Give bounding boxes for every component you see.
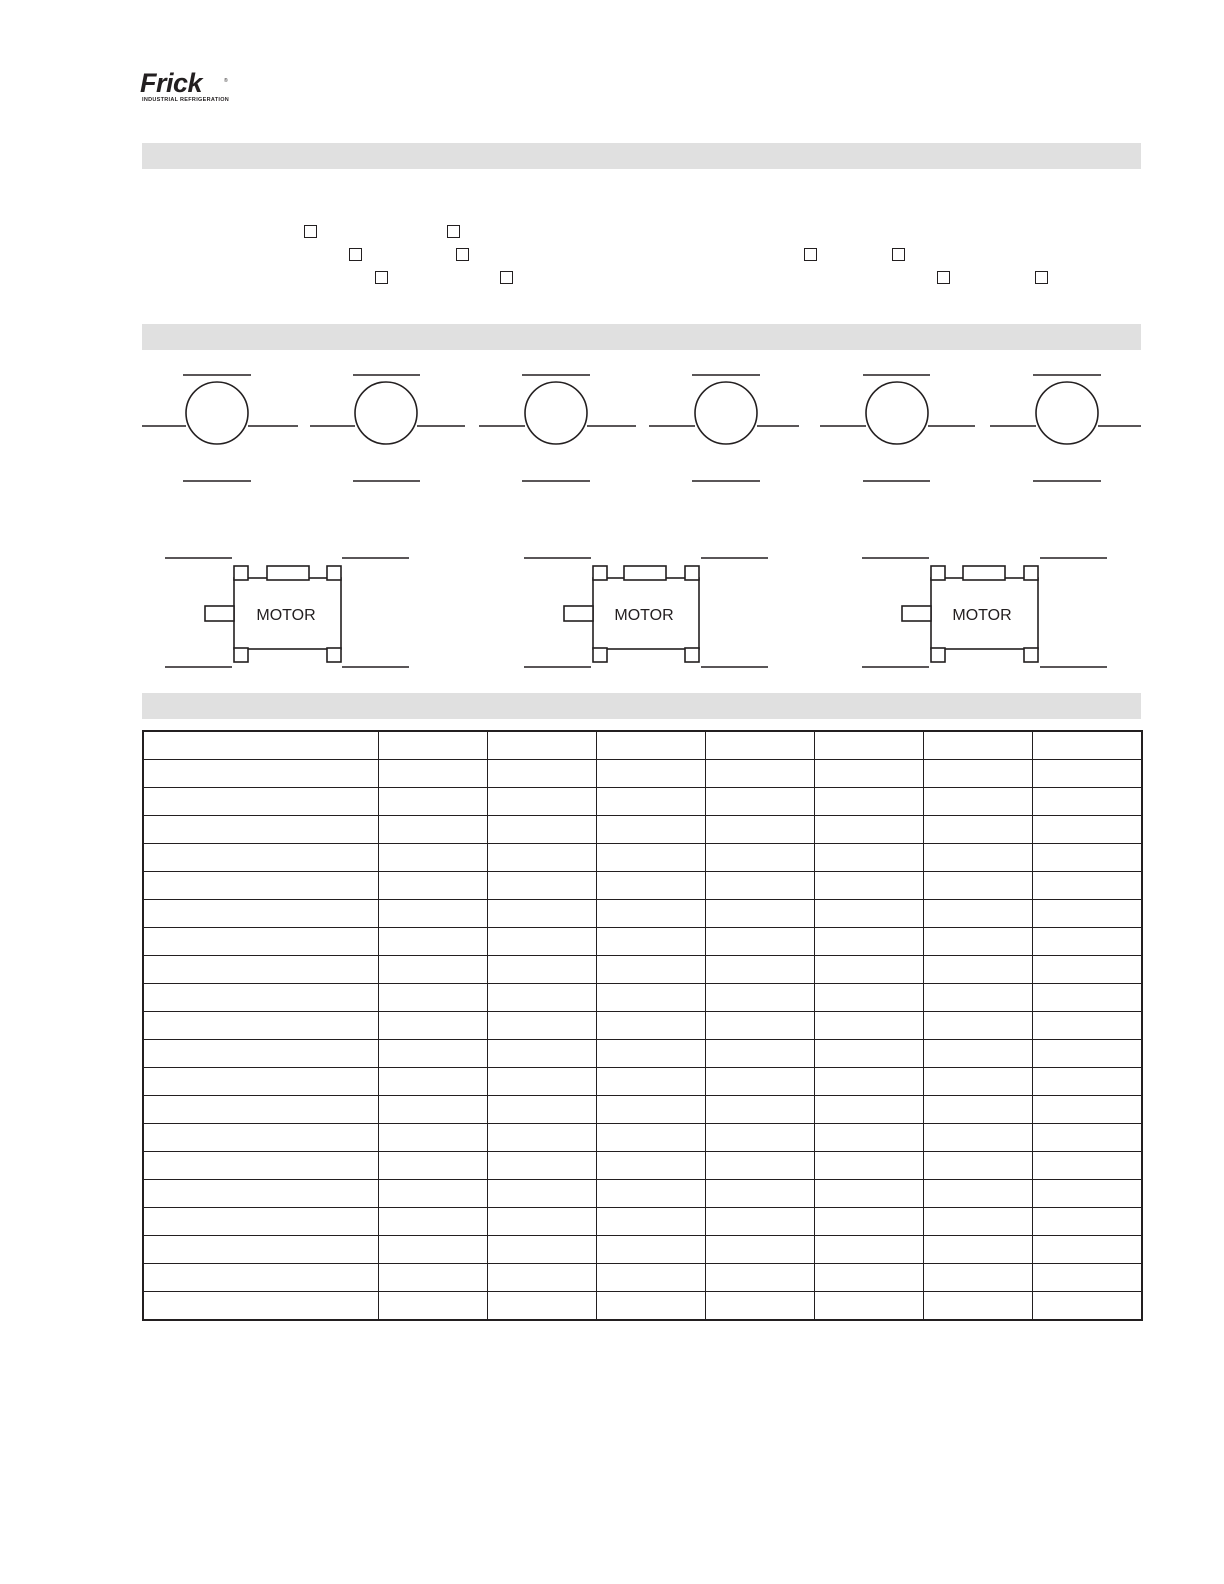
table-cell[interactable] [487,1264,596,1292]
logo-wordmark: Frick [140,68,203,98]
table-cell[interactable] [705,1180,814,1208]
table-row [143,1292,1142,1321]
table-cell[interactable] [923,844,1032,872]
table-cell[interactable] [143,788,378,816]
table-cell[interactable] [378,731,487,760]
table-cell[interactable] [378,788,487,816]
table-cell[interactable] [1032,1068,1142,1096]
motor-label-2: MOTOR [614,607,674,624]
table-cell[interactable] [487,760,596,788]
table-cell[interactable] [1032,872,1142,900]
motor-label-1: MOTOR [256,607,316,624]
table-cell[interactable] [378,1208,487,1236]
table-cell[interactable] [1032,1264,1142,1292]
table-cell[interactable] [378,984,487,1012]
table-cell[interactable] [814,1096,923,1124]
table-row [143,1040,1142,1068]
table-cell[interactable] [814,872,923,900]
table-cell[interactable] [1032,1236,1142,1264]
table-row [143,1068,1142,1096]
table-cell[interactable] [143,1292,378,1321]
table-cell[interactable] [814,816,923,844]
table-row [143,872,1142,900]
table-cell[interactable] [487,956,596,984]
table-row [143,1208,1142,1236]
table-cell[interactable] [1032,956,1142,984]
shaft-diagram-4 [649,375,799,481]
table-cell[interactable] [378,844,487,872]
table-cell[interactable] [1032,731,1142,760]
table-row [143,1012,1142,1040]
shaft-diagram-5 [820,375,975,481]
table-cell[interactable] [1032,844,1142,872]
table-cell[interactable] [143,1040,378,1068]
table-cell[interactable] [923,1236,1032,1264]
table-cell[interactable] [705,816,814,844]
shaft-diagram-6 [990,375,1141,481]
table-cell[interactable] [596,731,705,760]
table-cell[interactable] [705,1068,814,1096]
table-cell[interactable] [1032,1292,1142,1321]
table-cell[interactable] [487,1068,596,1096]
table-cell[interactable] [378,900,487,928]
table-cell[interactable] [923,1180,1032,1208]
table-cell[interactable] [1032,984,1142,1012]
data-table [142,730,1143,1321]
table-cell[interactable] [487,984,596,1012]
table-cell[interactable] [923,1040,1032,1068]
table-row [143,928,1142,956]
table-cell[interactable] [378,1096,487,1124]
table-cell[interactable] [378,1124,487,1152]
table-cell[interactable] [143,844,378,872]
table-cell[interactable] [814,1012,923,1040]
table-cell[interactable] [378,816,487,844]
table-cell[interactable] [923,928,1032,956]
table-cell[interactable] [814,844,923,872]
table-row [143,1180,1142,1208]
table-cell[interactable] [705,928,814,956]
table-row [143,900,1142,928]
table-cell[interactable] [923,1012,1032,1040]
table-cell[interactable] [487,1152,596,1180]
table-cell[interactable] [143,1180,378,1208]
table-cell[interactable] [487,844,596,872]
table-cell[interactable] [814,1208,923,1236]
table-cell[interactable] [705,956,814,984]
table-cell[interactable] [923,788,1032,816]
table-cell[interactable] [1032,1152,1142,1180]
table-cell[interactable] [814,1236,923,1264]
table-row [143,788,1142,816]
table-cell[interactable] [596,788,705,816]
table-cell[interactable] [705,1040,814,1068]
table-cell[interactable] [705,900,814,928]
table-cell[interactable] [923,1292,1032,1321]
table-cell[interactable] [596,928,705,956]
table-cell[interactable] [705,872,814,900]
table-row [143,816,1142,844]
table-cell[interactable] [487,816,596,844]
table-cell[interactable] [143,816,378,844]
measurement-diagram [0,0,1224,700]
table-cell[interactable] [596,1208,705,1236]
table-cell[interactable] [143,1096,378,1124]
table-cell[interactable] [143,1012,378,1040]
table-cell[interactable] [705,984,814,1012]
table-cell[interactable] [143,1264,378,1292]
table-cell[interactable] [596,816,705,844]
table-cell[interactable] [378,1012,487,1040]
table-row [143,956,1142,984]
table-cell[interactable] [814,731,923,760]
shaft-diagram-2 [310,375,465,481]
table-cell[interactable] [923,900,1032,928]
table-row [143,1152,1142,1180]
table-cell[interactable] [596,900,705,928]
table-cell[interactable] [814,1124,923,1152]
table-cell[interactable] [705,1292,814,1321]
table-cell[interactable] [596,1124,705,1152]
table-cell[interactable] [596,1236,705,1264]
table-cell[interactable] [923,760,1032,788]
table-cell[interactable] [1032,928,1142,956]
table-cell[interactable] [143,872,378,900]
table-cell[interactable] [814,788,923,816]
table-cell[interactable] [1032,816,1142,844]
table-row [143,844,1142,872]
table-cell[interactable] [596,1180,705,1208]
table-cell[interactable] [487,731,596,760]
table-cell[interactable] [814,956,923,984]
table-cell[interactable] [814,1152,923,1180]
table-cell[interactable] [378,1236,487,1264]
table-cell[interactable] [814,1068,923,1096]
table-cell[interactable] [814,984,923,1012]
table-cell[interactable] [923,1096,1032,1124]
table-cell[interactable] [705,1096,814,1124]
table-cell[interactable] [378,1152,487,1180]
table-cell[interactable] [705,760,814,788]
table-cell[interactable] [143,1124,378,1152]
table-cell[interactable] [596,1096,705,1124]
table-cell[interactable] [378,1264,487,1292]
table-row [143,731,1142,760]
table-cell[interactable] [143,928,378,956]
table-row [143,1096,1142,1124]
table-cell[interactable] [378,1068,487,1096]
table-cell[interactable] [596,872,705,900]
logo-trademark: ® [224,78,228,84]
table-cell[interactable] [923,956,1032,984]
table-cell[interactable] [596,1040,705,1068]
table-cell[interactable] [596,1292,705,1321]
table-cell[interactable] [1032,788,1142,816]
table-row [143,760,1142,788]
table-cell[interactable] [923,816,1032,844]
table-cell[interactable] [378,1180,487,1208]
table-cell[interactable] [923,1264,1032,1292]
shaft-diagram-1 [142,375,298,481]
table-cell[interactable] [143,1208,378,1236]
table-cell[interactable] [143,1152,378,1180]
table-cell[interactable] [487,1208,596,1236]
table-cell[interactable] [487,788,596,816]
table-cell[interactable] [705,788,814,816]
table-cell[interactable] [1032,900,1142,928]
table-cell[interactable] [596,1012,705,1040]
table-cell[interactable] [705,1264,814,1292]
table-cell[interactable] [705,1152,814,1180]
table-cell[interactable] [923,731,1032,760]
table-row [143,1236,1142,1264]
table-cell[interactable] [814,1180,923,1208]
table-cell[interactable] [487,1040,596,1068]
table-cell[interactable] [378,1292,487,1321]
logo-tagline: INDUSTRIAL REFRIGERATION [142,97,230,103]
table-cell[interactable] [596,1068,705,1096]
table-cell[interactable] [1032,760,1142,788]
table-row [143,984,1142,1012]
table-cell[interactable] [596,844,705,872]
table-cell[interactable] [143,900,378,928]
table-cell[interactable] [705,1236,814,1264]
table-cell[interactable] [705,844,814,872]
table-cell[interactable] [1032,1096,1142,1124]
table-cell[interactable] [143,1236,378,1264]
table-cell[interactable] [143,731,378,760]
table-cell[interactable] [1032,1012,1142,1040]
table-cell[interactable] [378,1040,487,1068]
table-cell[interactable] [143,760,378,788]
shaft-diagram-3 [479,375,636,481]
table-cell[interactable] [596,1152,705,1180]
table-cell[interactable] [487,900,596,928]
table-cell[interactable] [814,760,923,788]
table-cell[interactable] [487,1124,596,1152]
table-cell[interactable] [814,1040,923,1068]
table-cell[interactable] [487,1236,596,1264]
table-cell[interactable] [1032,1040,1142,1068]
table-cell[interactable] [596,956,705,984]
table-cell[interactable] [923,1152,1032,1180]
table-cell[interactable] [596,984,705,1012]
table-cell[interactable] [705,1012,814,1040]
table-cell[interactable] [378,928,487,956]
table-cell[interactable] [378,956,487,984]
table-row [143,1124,1142,1152]
table-cell[interactable] [923,1124,1032,1152]
table-cell[interactable] [814,1292,923,1321]
table-cell[interactable] [1032,1208,1142,1236]
motor-label-3: MOTOR [952,607,1012,624]
table-cell[interactable] [1032,1180,1142,1208]
table-cell[interactable] [487,1012,596,1040]
table-cell[interactable] [487,1180,596,1208]
table-cell[interactable] [487,872,596,900]
table-cell[interactable] [143,984,378,1012]
table-cell[interactable] [814,900,923,928]
table-cell[interactable] [487,928,596,956]
table-cell[interactable] [143,1068,378,1096]
table-cell[interactable] [487,1292,596,1321]
table-cell[interactable] [487,1096,596,1124]
table-cell[interactable] [596,760,705,788]
table-cell[interactable] [596,1264,705,1292]
table-cell[interactable] [923,984,1032,1012]
table-cell[interactable] [814,1264,923,1292]
table-cell[interactable] [923,872,1032,900]
table-cell[interactable] [378,872,487,900]
table-cell[interactable] [143,956,378,984]
table-row [143,1264,1142,1292]
table-cell[interactable] [705,731,814,760]
table-cell[interactable] [1032,1124,1142,1152]
table-cell[interactable] [705,1208,814,1236]
table-cell[interactable] [923,1208,1032,1236]
table-cell[interactable] [378,760,487,788]
table-cell[interactable] [705,1124,814,1152]
table-cell[interactable] [923,1068,1032,1096]
table-cell[interactable] [814,928,923,956]
